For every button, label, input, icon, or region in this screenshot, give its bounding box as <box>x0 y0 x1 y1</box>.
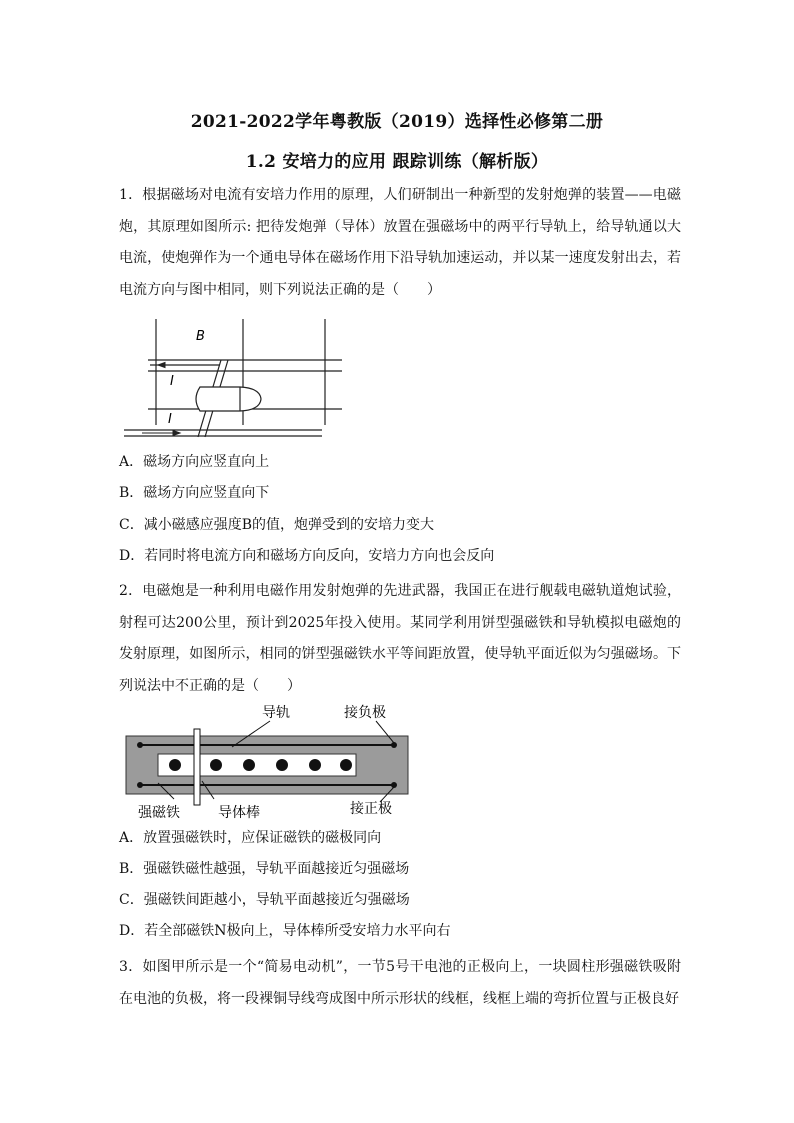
question-2-option-d: D．若全部磁铁N极向上，导体棒所受安培力水平向右 <box>119 923 451 939</box>
current-arrowhead-bottom <box>173 431 180 436</box>
document-title-line2: 1.2 安培力的应用 跟踪训练（解析版） <box>245 152 549 172</box>
magnet-rail-diagram <box>118 703 418 827</box>
question-1-option-b: B．磁场方向应竖直向下 <box>119 485 270 501</box>
projectile-body <box>196 387 261 411</box>
railgun-diagram <box>120 315 345 442</box>
conductor-rod <box>194 729 200 805</box>
question-3-stem: 3．如图甲所示是一个“简易电动机”，一节5号干电池的正极向上，一块圆柱形强磁铁吸附在电池的负极，将一段裸铜导线弯成图中所示形状的线框，线框上端的弯折位置与正极良好 <box>119 959 681 1007</box>
question-1-option-d: D．若同时将电流方向和磁场方向反向，安培力方向也会反向 <box>119 548 495 564</box>
rail-terminal <box>137 782 143 788</box>
question-2-option-b: B．强磁铁磁性越强，导轨平面越接近匀强磁场 <box>119 861 410 877</box>
rail-channel <box>158 754 356 776</box>
magnet <box>169 759 181 771</box>
label-negative: 接负极 <box>344 705 386 721</box>
label-rail: 导轨 <box>262 705 290 721</box>
magnet <box>340 759 352 771</box>
question-2-option-a: A．放置强磁铁时，应保证磁铁的磁极同向 <box>119 830 382 846</box>
document-title-line1: 2021-2022学年粤教版（2019）选择性必修第二册 <box>190 112 604 132</box>
field-label-b: B <box>196 329 205 344</box>
question-2-stem: 2．电磁炮是一种利用电磁作用发射炮弹的先进武器，我国正在进行舰载电磁轨道炮试验，射程可达200公里，预计到2025年投入使用。某同学利用饼型强磁铁和导轨模拟电磁炮的发射原理，如图所示，相同的饼型强磁铁水平等间距放置，使导轨平面近似为匀强磁场。下列说法中不正确的是（ ） <box>119 583 681 694</box>
question-1-option-a: A．磁场方向应竖直向上 <box>119 454 270 470</box>
label-magnet: 强磁铁 <box>138 805 180 821</box>
current-label-bottom: I <box>168 412 172 427</box>
rail-terminal <box>137 742 143 748</box>
current-arrowhead-top <box>158 363 165 368</box>
label-rod: 导体棒 <box>218 805 260 821</box>
magnet <box>276 759 288 771</box>
magnet <box>210 759 222 771</box>
question-1-stem: 1．根据磁场对电流有安培力作用的原理，人们研制出一种新型的发射炮弹的装置——电磁炮，其原理如图所示: 把待发炮弹（导体）放置在强磁场中的两平行导轨上，给导轨通以大电流，使炮弹作为一个通电导体在磁场作用下沿导轨加速运动，并以某一速度发射出去，若电流方向与图中相同，则下列说法正确的是（ ） <box>119 187 681 298</box>
current-label-top: I <box>170 374 174 389</box>
magnet <box>309 759 321 771</box>
question-1-option-c: C．减小磁感应强度B的值，炮弹受到的安培力变大 <box>119 517 434 533</box>
magnet <box>243 759 255 771</box>
label-positive: 接正极 <box>350 801 392 817</box>
question-2-option-c: C．强磁铁间距越小，导轨平面越接近匀强磁场 <box>119 892 410 908</box>
